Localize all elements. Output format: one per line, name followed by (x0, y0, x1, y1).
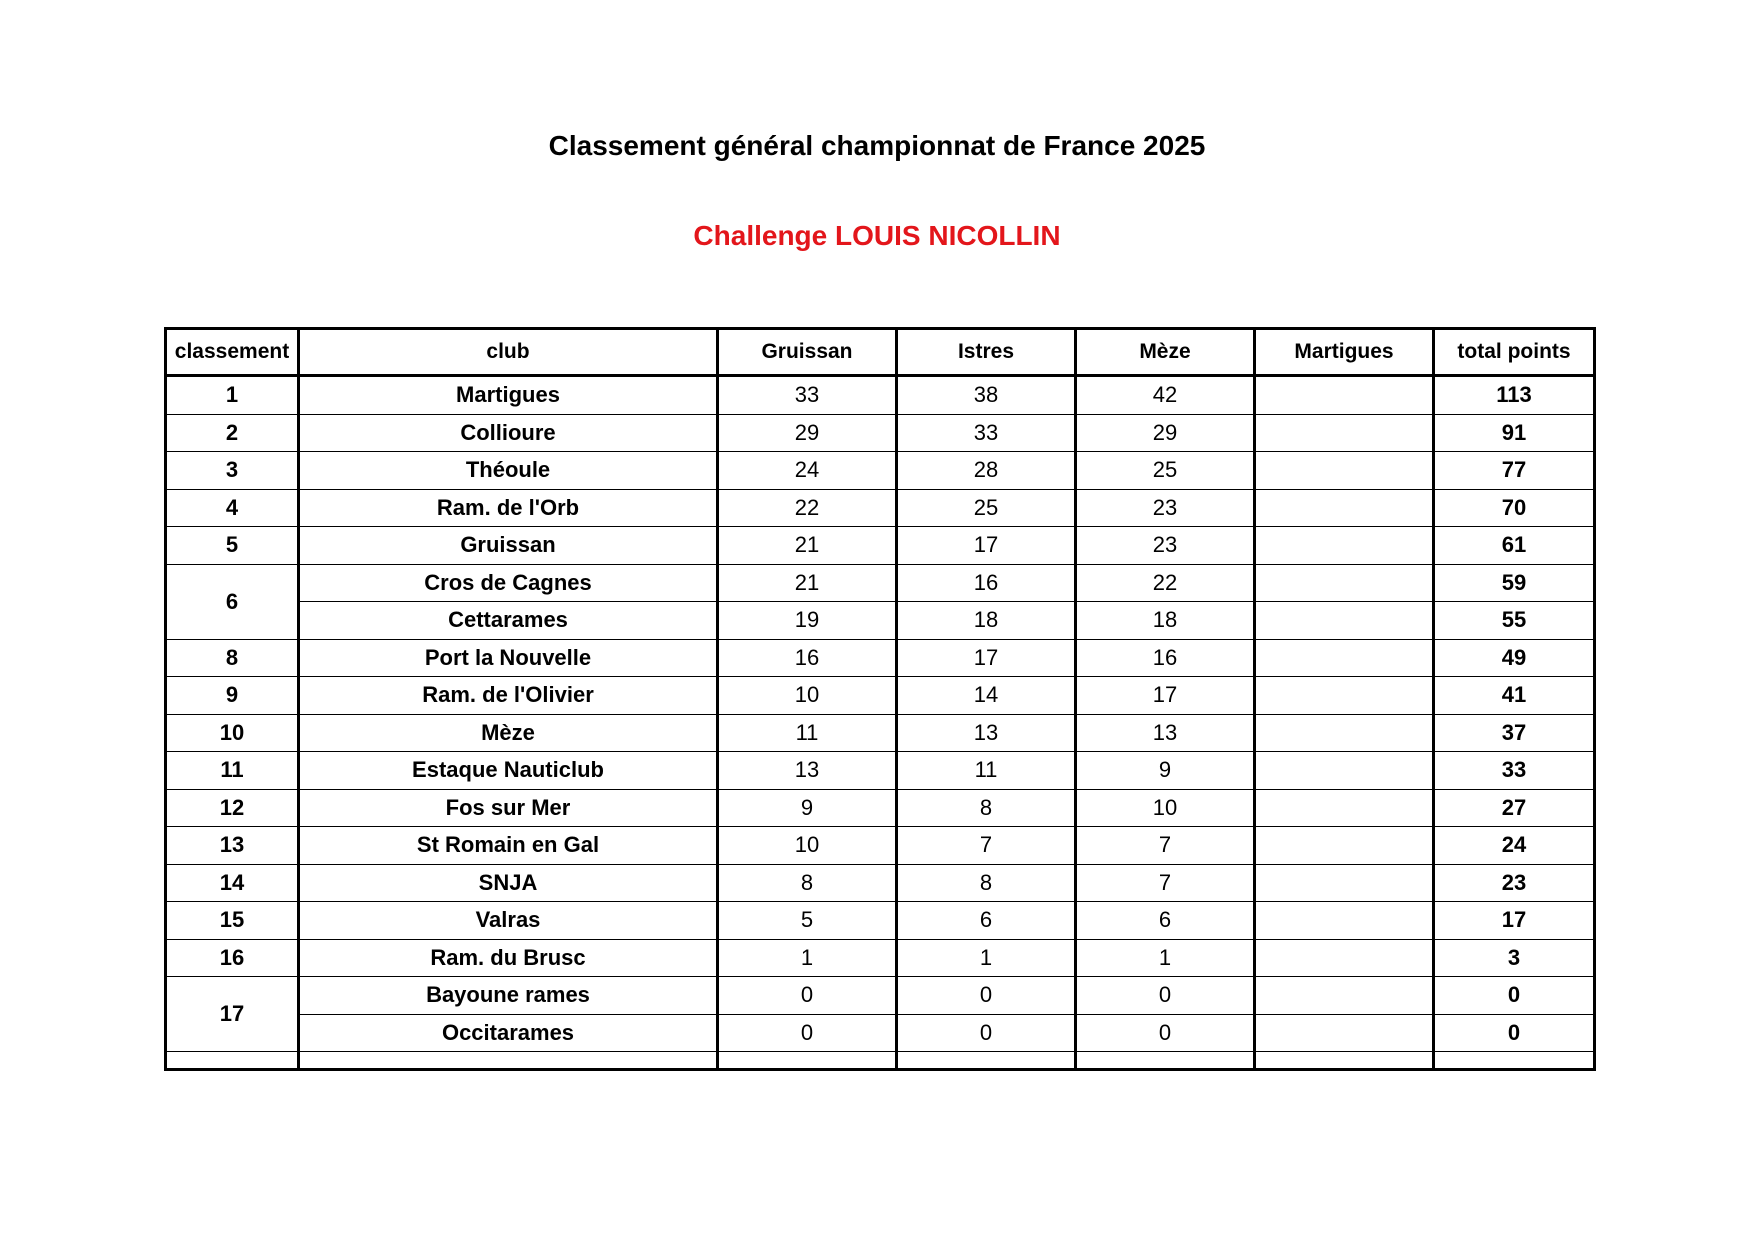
table-row (166, 902, 1595, 940)
gruissan-cell: 29 (718, 414, 897, 452)
header-istres: Istres (897, 329, 1076, 376)
martigues-cell (1255, 864, 1434, 902)
gruissan-cell: 16 (718, 639, 897, 677)
table-row (166, 376, 1595, 415)
table-row (166, 414, 1595, 452)
header-martigues: Martigues (1255, 329, 1434, 376)
istres-cell: 17 (897, 527, 1076, 565)
total-cell: 61 (1434, 527, 1595, 565)
rank-cell: 6 (166, 564, 299, 639)
club-cell: Ram. de l'Orb (299, 489, 718, 527)
meze-cell: 23 (1076, 527, 1255, 565)
club-cell: Bayoune rames (299, 977, 718, 1015)
empty-cell (718, 1052, 897, 1070)
rank-cell: 10 (166, 714, 299, 752)
rank-cell: 3 (166, 452, 299, 490)
club-cell: Cettarames (299, 602, 718, 640)
table-row (166, 1014, 1595, 1052)
rank-cell: 14 (166, 864, 299, 902)
total-cell: 77 (1434, 452, 1595, 490)
rank-cell: 17 (166, 977, 299, 1052)
page-title: Classement général championnat de France 2025 (548, 130, 1206, 161)
gruissan-cell: 22 (718, 489, 897, 527)
istres-cell: 17 (897, 639, 1076, 677)
empty-cell (166, 1052, 299, 1070)
meze-cell: 9 (1076, 752, 1255, 790)
header-rank: classement (166, 329, 299, 376)
table-row (166, 639, 1595, 677)
total-cell: 41 (1434, 677, 1595, 715)
empty-cell (1255, 1052, 1434, 1070)
istres-cell: 8 (897, 789, 1076, 827)
total-cell: 37 (1434, 714, 1595, 752)
total-cell: 3 (1434, 939, 1595, 977)
table-row (166, 939, 1595, 977)
total-cell: 0 (1434, 1014, 1595, 1052)
martigues-cell (1255, 827, 1434, 865)
martigues-cell (1255, 1014, 1434, 1052)
total-cell: 27 (1434, 789, 1595, 827)
total-cell: 55 (1434, 602, 1595, 640)
total-cell: 59 (1434, 564, 1595, 602)
istres-cell: 16 (897, 564, 1076, 602)
club-cell: St Romain en Gal (299, 827, 718, 865)
meze-cell: 13 (1076, 714, 1255, 752)
meze-cell: 6 (1076, 902, 1255, 940)
gruissan-cell: 5 (718, 902, 897, 940)
table-row (166, 602, 1595, 640)
total-cell: 91 (1434, 414, 1595, 452)
meze-cell: 42 (1076, 376, 1255, 415)
header-club: club (299, 329, 718, 376)
club-cell: Valras (299, 902, 718, 940)
istres-cell: 28 (897, 452, 1076, 490)
istres-cell: 6 (897, 902, 1076, 940)
gruissan-cell: 10 (718, 677, 897, 715)
martigues-cell (1255, 714, 1434, 752)
total-cell: 24 (1434, 827, 1595, 865)
club-cell: Mèze (299, 714, 718, 752)
rank-cell: 11 (166, 752, 299, 790)
gruissan-cell: 13 (718, 752, 897, 790)
meze-cell: 0 (1076, 1014, 1255, 1052)
header-gruissan: Gruissan (718, 329, 897, 376)
martigues-cell (1255, 452, 1434, 490)
table-row (166, 827, 1595, 865)
total-cell: 33 (1434, 752, 1595, 790)
martigues-cell (1255, 376, 1434, 415)
table-row (166, 789, 1595, 827)
club-cell: Collioure (299, 414, 718, 452)
club-cell: Fos sur Mer (299, 789, 718, 827)
meze-cell: 25 (1076, 452, 1255, 490)
martigues-cell (1255, 602, 1434, 640)
table-row (166, 677, 1595, 715)
club-cell: Ram. du Brusc (299, 939, 718, 977)
empty-cell (1434, 1052, 1595, 1070)
gruissan-cell: 21 (718, 564, 897, 602)
table-row (166, 564, 1595, 602)
rank-cell: 13 (166, 827, 299, 865)
martigues-cell (1255, 564, 1434, 602)
meze-cell: 10 (1076, 789, 1255, 827)
table-row (166, 714, 1595, 752)
istres-cell: 7 (897, 827, 1076, 865)
club-cell: Estaque Nauticlub (299, 752, 718, 790)
rank-cell: 4 (166, 489, 299, 527)
gruissan-cell: 21 (718, 527, 897, 565)
header-row (166, 329, 1595, 376)
meze-cell: 1 (1076, 939, 1255, 977)
meze-cell: 0 (1076, 977, 1255, 1015)
total-cell: 70 (1434, 489, 1595, 527)
meze-cell: 7 (1076, 864, 1255, 902)
istres-cell: 1 (897, 939, 1076, 977)
istres-cell: 8 (897, 864, 1076, 902)
gruissan-cell: 11 (718, 714, 897, 752)
rank-cell: 16 (166, 939, 299, 977)
table-row (166, 489, 1595, 527)
gruissan-cell: 19 (718, 602, 897, 640)
rank-cell: 9 (166, 677, 299, 715)
meze-cell: 23 (1076, 489, 1255, 527)
gruissan-cell: 0 (718, 977, 897, 1015)
meze-cell: 17 (1076, 677, 1255, 715)
rank-cell: 15 (166, 902, 299, 940)
rank-cell: 12 (166, 789, 299, 827)
club-cell: Ram. de l'Olivier (299, 677, 718, 715)
gruissan-cell: 1 (718, 939, 897, 977)
club-cell: SNJA (299, 864, 718, 902)
rank-cell: 5 (166, 527, 299, 565)
empty-cell (1076, 1052, 1255, 1070)
empty-cell (897, 1052, 1076, 1070)
empty-row (166, 1052, 1595, 1070)
gruissan-cell: 9 (718, 789, 897, 827)
challenge-subtitle: Challenge LOUIS NICOLLIN (693, 220, 1061, 251)
martigues-cell (1255, 789, 1434, 827)
martigues-cell (1255, 677, 1434, 715)
istres-cell: 14 (897, 677, 1076, 715)
istres-cell: 0 (897, 977, 1076, 1015)
club-cell: Martigues (299, 376, 718, 415)
header-total: total points (1434, 329, 1595, 376)
rank-cell: 2 (166, 414, 299, 452)
club-cell: Occitarames (299, 1014, 718, 1052)
istres-cell: 13 (897, 714, 1076, 752)
meze-cell: 16 (1076, 639, 1255, 677)
rank-cell: 8 (166, 639, 299, 677)
total-cell: 49 (1434, 639, 1595, 677)
total-cell: 113 (1434, 376, 1595, 415)
gruissan-cell: 8 (718, 864, 897, 902)
martigues-cell (1255, 414, 1434, 452)
standings-table (164, 327, 1596, 1071)
martigues-cell (1255, 902, 1434, 940)
martigues-cell (1255, 752, 1434, 790)
club-cell: Port la Nouvelle (299, 639, 718, 677)
table-row (166, 977, 1595, 1015)
istres-cell: 38 (897, 376, 1076, 415)
istres-cell: 33 (897, 414, 1076, 452)
istres-cell: 0 (897, 1014, 1076, 1052)
total-cell: 17 (1434, 902, 1595, 940)
meze-cell: 7 (1076, 827, 1255, 865)
table-row (166, 864, 1595, 902)
table-row (166, 452, 1595, 490)
total-cell: 0 (1434, 977, 1595, 1015)
istres-cell: 11 (897, 752, 1076, 790)
martigues-cell (1255, 639, 1434, 677)
total-cell: 23 (1434, 864, 1595, 902)
club-cell: Gruissan (299, 527, 718, 565)
meze-cell: 29 (1076, 414, 1255, 452)
gruissan-cell: 24 (718, 452, 897, 490)
gruissan-cell: 10 (718, 827, 897, 865)
header-meze: Mèze (1076, 329, 1255, 376)
meze-cell: 22 (1076, 564, 1255, 602)
gruissan-cell: 33 (718, 376, 897, 415)
istres-cell: 25 (897, 489, 1076, 527)
table-row (166, 527, 1595, 565)
martigues-cell (1255, 977, 1434, 1015)
martigues-cell (1255, 939, 1434, 977)
club-cell: Cros de Cagnes (299, 564, 718, 602)
empty-cell (299, 1052, 718, 1070)
rank-cell: 1 (166, 376, 299, 415)
meze-cell: 18 (1076, 602, 1255, 640)
istres-cell: 18 (897, 602, 1076, 640)
martigues-cell (1255, 489, 1434, 527)
gruissan-cell: 0 (718, 1014, 897, 1052)
table-row (166, 752, 1595, 790)
martigues-cell (1255, 527, 1434, 565)
club-cell: Théoule (299, 452, 718, 490)
